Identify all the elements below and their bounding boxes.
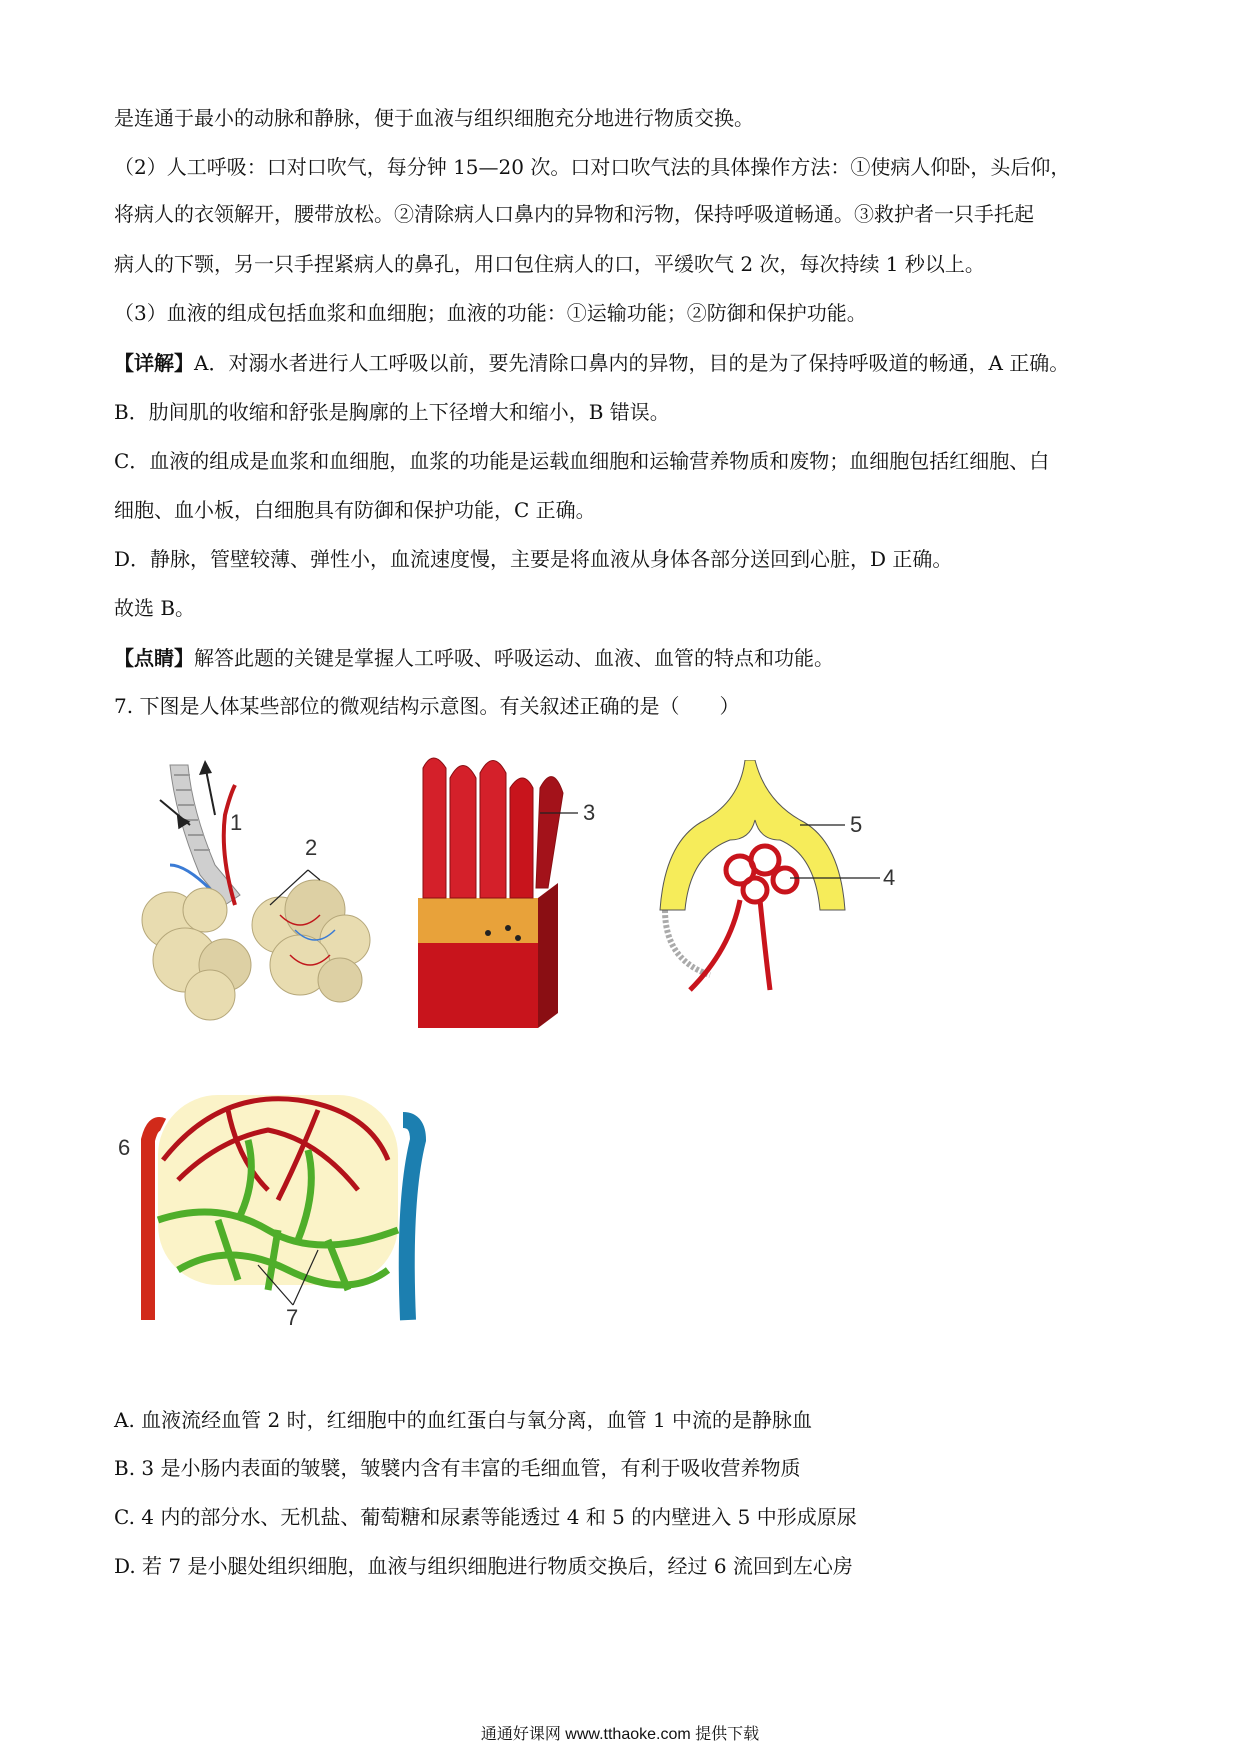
alveoli-cluster-left [142, 888, 251, 1020]
detail-line-5: D．静脉，管壁较薄、弹性小，血流速度慢，主要是将血液从身体各部分送回到心脏，D 正确。 [114, 547, 953, 571]
option-a: A. 血液流经血管 2 时，红细胞中的血红蛋白与氧分离，血管 1 中流的是静脉血 [114, 1408, 813, 1432]
page-footer: 通通好课网 www.tthaoke.com 提供下载 [480, 1726, 760, 1743]
capillary-tuft [690, 846, 797, 990]
detail-line-3: C．血液的组成是血浆和血细胞，血浆的功能是运载血细胞和运输营养物质和废物；血细胞包括红细胞、白 [114, 449, 1050, 473]
detail-line-4: 细胞、血小板，白细胞具有防御和保护功能，C 正确。 [114, 498, 596, 522]
label-3: 3 [583, 800, 596, 825]
label-6: 6 [118, 1135, 131, 1160]
detail-tag: 【详解】 [114, 351, 194, 375]
detail-text-a: A．对溺水者进行人工呼吸以前，要先清除口鼻内的异物，目的是为了保持呼吸道的畅通，A 正确。 [194, 351, 1070, 375]
detail-line-1 [114, 349, 1069, 377]
comment-tag: 【点睛】 [114, 646, 194, 670]
label-1: 1 [230, 810, 243, 835]
paragraph-2: （2）人工呼吸：口对口吹气，每分钟 15—20 次。口对口吹气法的具体操作方法：①使病人仰卧，头后仰， [114, 155, 1071, 179]
detail-line-6: 故选 B。 [114, 596, 196, 620]
paragraph-3: 将病人的衣领解开，腰带放松。②清除病人口鼻内的异物和污物，保持呼吸道畅通。③救护者一只手托起 [114, 202, 1034, 226]
vein [403, 1120, 418, 1320]
question-7: 7. 下图是人体某些部位的微观结构示意图。有关叙述正确的是（ ） [114, 694, 740, 718]
comment-line [114, 644, 834, 672]
comment-text: 解答此题的关键是掌握人工呼吸、呼吸运动、血液、血管的特点和功能。 [194, 646, 834, 670]
paragraph-5: （3）血液的组成包括血浆和血细胞；血液的功能：①运输功能；②防御和保护功能。 [114, 301, 867, 325]
label-4: 4 [883, 865, 896, 890]
figure-capillary-network [118, 1080, 428, 1325]
villus-fingers [423, 758, 563, 898]
option-b: B. 3 是小肠内表面的皱襞，皱襞内含有丰富的毛细血管，有利于吸收营养物质 [114, 1456, 801, 1480]
figure-glomerulus [650, 760, 900, 1000]
label-2: 2 [305, 835, 318, 860]
figure-villi [418, 748, 618, 1033]
paragraph-1: 是连通于最小的动脉和静脉，便于血液与组织细胞充分地进行物质交换。 [114, 106, 754, 130]
label-7: 7 [286, 1305, 299, 1325]
alveoli-cluster-right [252, 880, 370, 1002]
figure-alveoli [130, 755, 390, 1030]
detail-line-2: B．肋间肌的收缩和舒张是胸廓的上下径增大和缩小，B 错误。 [114, 400, 670, 424]
label-5: 5 [850, 812, 863, 837]
paragraph-4: 病人的下颚，另一只手捏紧病人的鼻孔，用口包住病人的口，平缓吹气 2 次，每次持续 1 秒以上。 [114, 252, 985, 276]
option-c: C. 4 内的部分水、无机盐、葡萄糖和尿素等能透过 4 和 5 的内壁进入 5 中形成原尿 [114, 1505, 857, 1529]
option-d: D. 若 7 是小腿处组织细胞，血液与组织细胞进行物质交换后，经过 6 流回到左心房 [114, 1554, 853, 1578]
